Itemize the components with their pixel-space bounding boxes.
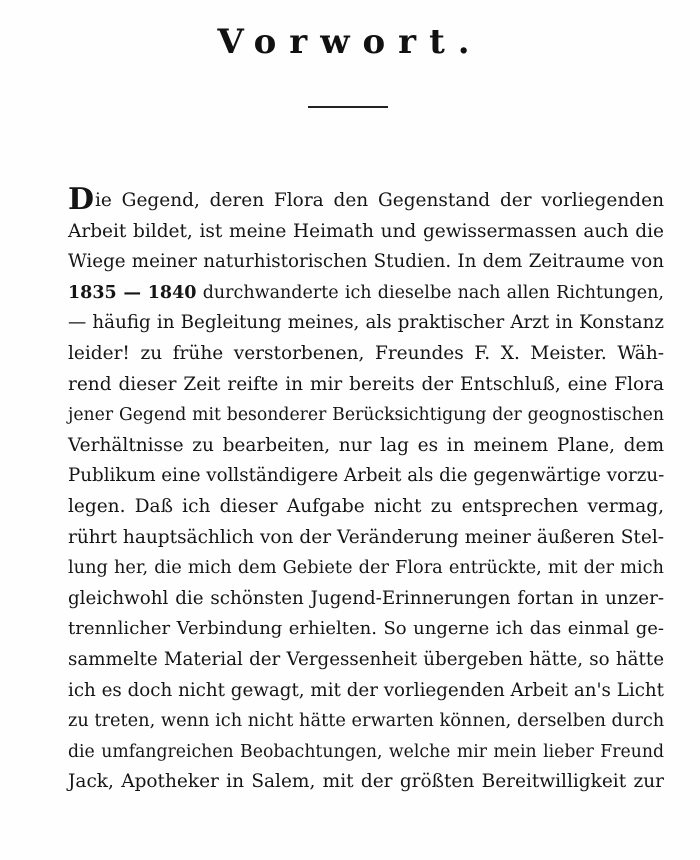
line-text: die umfangreichen Beobachtungen, welche mir mein lieber Freund (68, 741, 664, 762)
text-line (68, 492, 664, 523)
line-text: lung her, die mich dem Gebiete der Flora entrückte, mit der mich (68, 558, 664, 579)
text-line (68, 308, 664, 339)
text-line (68, 676, 664, 707)
text-line (68, 614, 664, 645)
text-line (68, 645, 664, 676)
line-text: trennlicher Verbindung erhielten. So ungerne ich das einmal ge- (68, 618, 664, 640)
line-text: durchwanderte ich dieselbe nach allen Richtungen, (196, 282, 664, 303)
line-text: Arbeit bildet, ist meine Heimath und gewissermassen auch die (68, 220, 664, 242)
text-line (68, 247, 664, 278)
title-divider (308, 106, 388, 108)
line-text: sammelte Material der Vergessenheit übergeben hätte, so hätte (68, 648, 664, 670)
line-text: legen. Daß ich dieser Aufgabe nicht zu entsprechen vermag, (68, 495, 664, 517)
line-text: — häufig in Begleitung meines, als praktischer Arzt in Konstanz (68, 312, 664, 334)
line-text: ie Gegend, deren Flora den Gegenstand der vorliegenden (95, 190, 664, 211)
text-line (68, 431, 664, 462)
line-text: ich es doch nicht gewagt, mit der vorliegenden Arbeit an's Licht (68, 679, 664, 701)
line-text: Publikum eine vollständigere Arbeit als die gegenwärtige vorzu- (68, 465, 665, 487)
text-line (68, 400, 664, 431)
text-line (68, 217, 664, 248)
preface-paragraph (68, 182, 665, 798)
text-line (68, 278, 664, 309)
text-line (68, 461, 664, 492)
text-line (68, 182, 664, 217)
text-line (68, 553, 664, 584)
page-title: Vorwort. (217, 22, 483, 62)
text-line (68, 523, 664, 554)
line-text: leider! zu frühe verstorbenen, Freundes F. X. Meister. Wäh- (68, 342, 664, 364)
line-text: Wiege meiner naturhistorischen Studien. In dem Zeitraume von (68, 251, 664, 273)
drop-cap: D (68, 182, 95, 217)
line-text: rend dieser Zeit reifte in mir bereits der Entschluß, eine Flora (68, 373, 664, 395)
line-text: rührt hauptsächlich von der Veränderung meiner äußeren Stel- (68, 526, 664, 548)
line-text: jener Gegend mit besonderer Berücksichtigung der geognostischen (68, 405, 664, 426)
text-line (68, 370, 664, 401)
year-range: 1835 — 1840 (68, 282, 197, 303)
text-line (68, 767, 664, 798)
line-text: gleichwohl die schönsten Jugend-Erinnerungen fortan in unzer- (68, 587, 664, 609)
text-line (68, 339, 664, 370)
line-text: zu treten, wenn ich nicht hätte erwarten können, derselben durch (68, 711, 665, 732)
line-text: Jack, Apotheker in Salem, mit der größten Bereitwilligkeit zur (68, 771, 664, 793)
text-line (68, 706, 664, 737)
line-text: Verhältnisse zu bearbeiten, nur lag es in meinem Plane, dem (68, 434, 664, 456)
text-line (68, 737, 664, 768)
text-line (68, 584, 664, 615)
